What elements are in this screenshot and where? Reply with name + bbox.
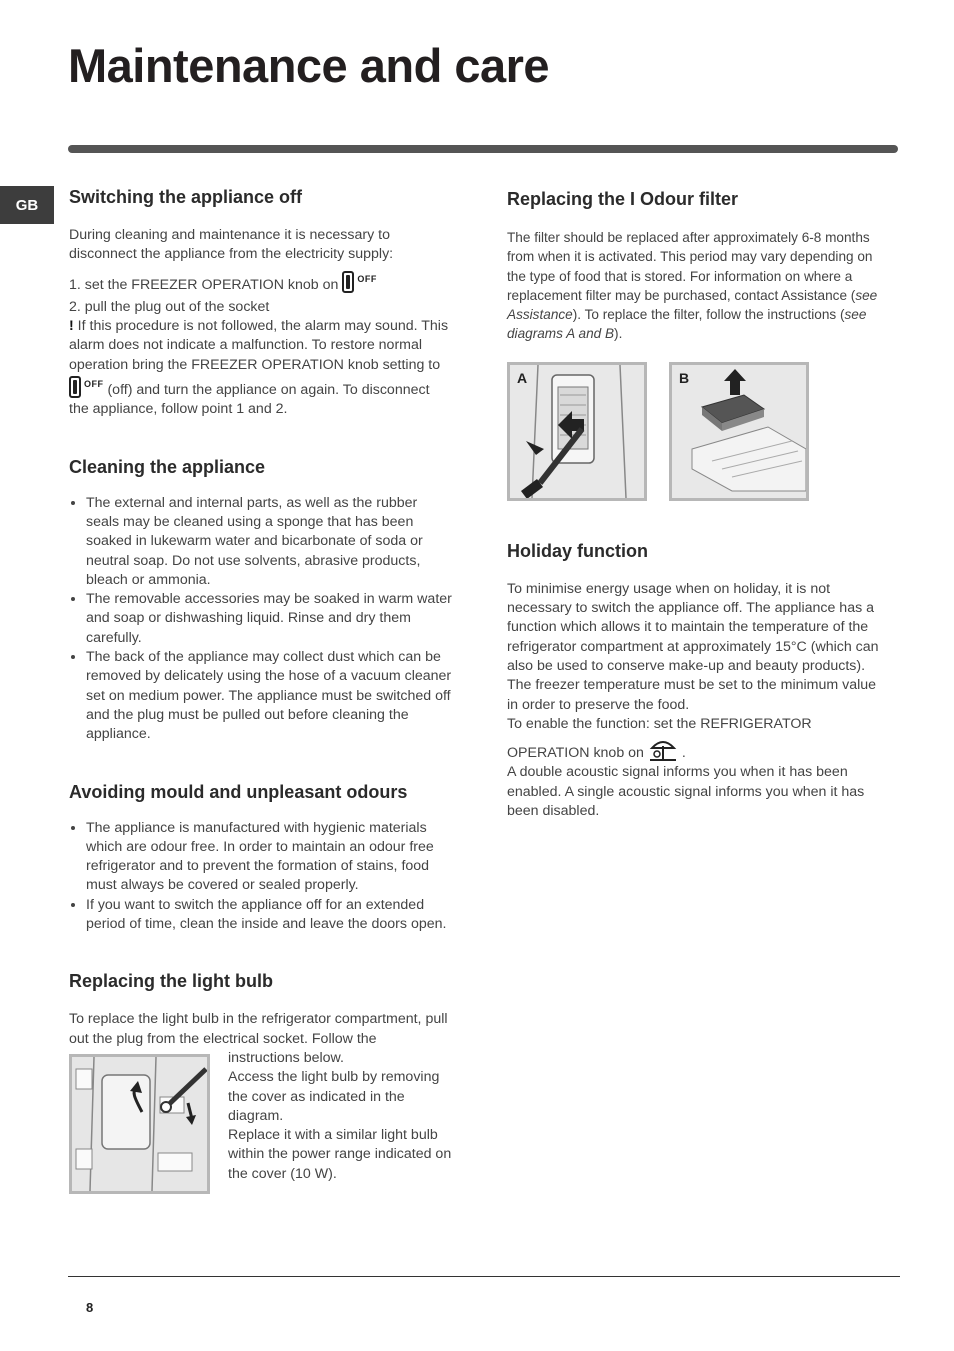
bulb-side-line1: instructions below. bbox=[228, 1049, 344, 1066]
odour-filter-text bbox=[507, 228, 891, 344]
light-bulb-illustration bbox=[72, 1057, 207, 1191]
bulb-side-step2: Replace it with a similar light bulb within the power range indicated on the cover (10 W). bbox=[228, 1127, 452, 1182]
off-label: OFF bbox=[84, 379, 104, 390]
odour-text-c: ). bbox=[614, 326, 623, 342]
page-title: Maintenance and care bbox=[68, 39, 550, 92]
holiday-heading: Holiday function bbox=[507, 540, 648, 561]
knob-off-icon bbox=[342, 271, 354, 293]
light-bulb-diagram bbox=[69, 1054, 210, 1194]
cleaning-heading: Cleaning the appliance bbox=[69, 456, 266, 477]
switching-off-intro: During cleaning and maintenance it is necessary to disconnect the appliance from the electricity supply: bbox=[69, 227, 394, 263]
holiday-text1: To minimise energy usage when on holiday, it is not necessary to switch the appliance off. The appliance has a function which allows it to maintain the temperature of the refrigerator compartment at approximately 15°C (which can also be used to conserve make-up and beauty products). The freezer temperature must be set to the minimum value in order to preserve the food. bbox=[507, 580, 879, 713]
step1-text: 1. set the FREEZER OPERATION knob on bbox=[69, 276, 339, 293]
left-column bbox=[69, 186, 453, 1199]
switching-off-step1 bbox=[69, 270, 453, 295]
title-divider bbox=[68, 145, 898, 153]
page-number: 8 bbox=[86, 1300, 94, 1315]
list-item: • If you want to switch the appliance off for an extended period of time, clean the inside and leave the doors open. bbox=[86, 896, 453, 935]
holiday-text4: A double acoustic signal informs you when it has been enabled. A single acoustic signal informs you when it has been disabled. bbox=[507, 764, 865, 820]
mould-list bbox=[69, 819, 453, 935]
knob-off-icon bbox=[69, 376, 81, 398]
cleaning-list bbox=[69, 494, 453, 745]
list-item: • The appliance is manufactured with hygienic materials which are odour free. In order to maintain an odour free refrigerator and to prevent the formation of stains, food must always be covered or sealed properly. bbox=[86, 819, 453, 896]
bulb-intro: To replace the light bulb in the refrigerator compartment, pull out the plug from the electrical socket. Follow the bbox=[69, 1011, 448, 1047]
diagram-a-label: A bbox=[517, 369, 528, 386]
holiday-text3-tail: . bbox=[681, 745, 686, 762]
filter-b-illustration bbox=[672, 365, 806, 498]
list-item: • The back of the appliance may collect dust which can be removed by delicately using the hose of a vacuum cleaner set on medium power. The appliance must be switched off and the plug must be pulled out before cleaning the appliance. bbox=[86, 648, 453, 744]
filter-diagram-b bbox=[669, 362, 809, 501]
holiday-text3-a: OPERATION knob on bbox=[507, 745, 644, 762]
warning-tail: (off) and turn the appliance on again. To disconnect the appliance, follow point 1 and 2. bbox=[69, 382, 430, 418]
diagram-b-label: B bbox=[679, 369, 690, 386]
right-column bbox=[507, 188, 891, 821]
list-item: • The removable accessories may be soaked in warm water and soap or dishwashing liquid. Rinse and dry them carefully. bbox=[86, 590, 453, 648]
odour-filter-heading: Replacing the I Odour filter bbox=[507, 189, 739, 209]
switching-off-heading: Switching the appliance off bbox=[69, 187, 303, 207]
language-tab: GB bbox=[0, 186, 54, 224]
bulb-side-step1: Access the light bulb by removing the cover as indicated in the diagram. bbox=[228, 1069, 440, 1124]
holiday-text3 bbox=[507, 738, 891, 763]
warning-text: If this procedure is not followed, the alarm may sound. This alarm does not indicate a malfunction. To restore normal operation bring the FREEZER OPERATION knob setting to bbox=[69, 318, 449, 373]
mould-heading: Avoiding mould and unpleasant odours bbox=[69, 781, 408, 802]
holiday-umbrella-icon bbox=[648, 738, 678, 762]
warning-icon: ! bbox=[69, 318, 74, 335]
bulb-side-text bbox=[228, 1049, 456, 1184]
off-label: OFF bbox=[357, 273, 377, 284]
bulb-heading: Replacing the light bulb bbox=[69, 971, 273, 992]
odour-text-a-em: see Assistance bbox=[507, 287, 878, 323]
switching-off-step2: 2. pull the plug out of the socket bbox=[69, 298, 270, 315]
switching-off-warning bbox=[69, 317, 453, 419]
holiday-text2: To enable the function: set the REFRIGERATOR bbox=[507, 715, 812, 732]
footer-divider bbox=[68, 1276, 900, 1277]
odour-text-b-em: see diagrams A and B bbox=[507, 307, 867, 342]
filter-diagram-a bbox=[507, 362, 647, 501]
odour-text-a: The filter should be replaced after approximately 6-8 months from when it is activated. This period may vary depending on the type of food that is stored. For information on where a replacement filter may be purchased, contact Assistance ( bbox=[507, 230, 873, 303]
list-item: • The external and internal parts, as well as the rubber seals may be cleaned using a sponge that has been soaked in lukewarm water and bicarbonate of soda or neutral soap. Do not use solvents, abrasive products, bleach or ammonia. bbox=[86, 494, 453, 590]
odour-text-b: ). To replace the filter, follow the instructions ( bbox=[572, 307, 845, 323]
filter-a-illustration bbox=[510, 365, 644, 498]
